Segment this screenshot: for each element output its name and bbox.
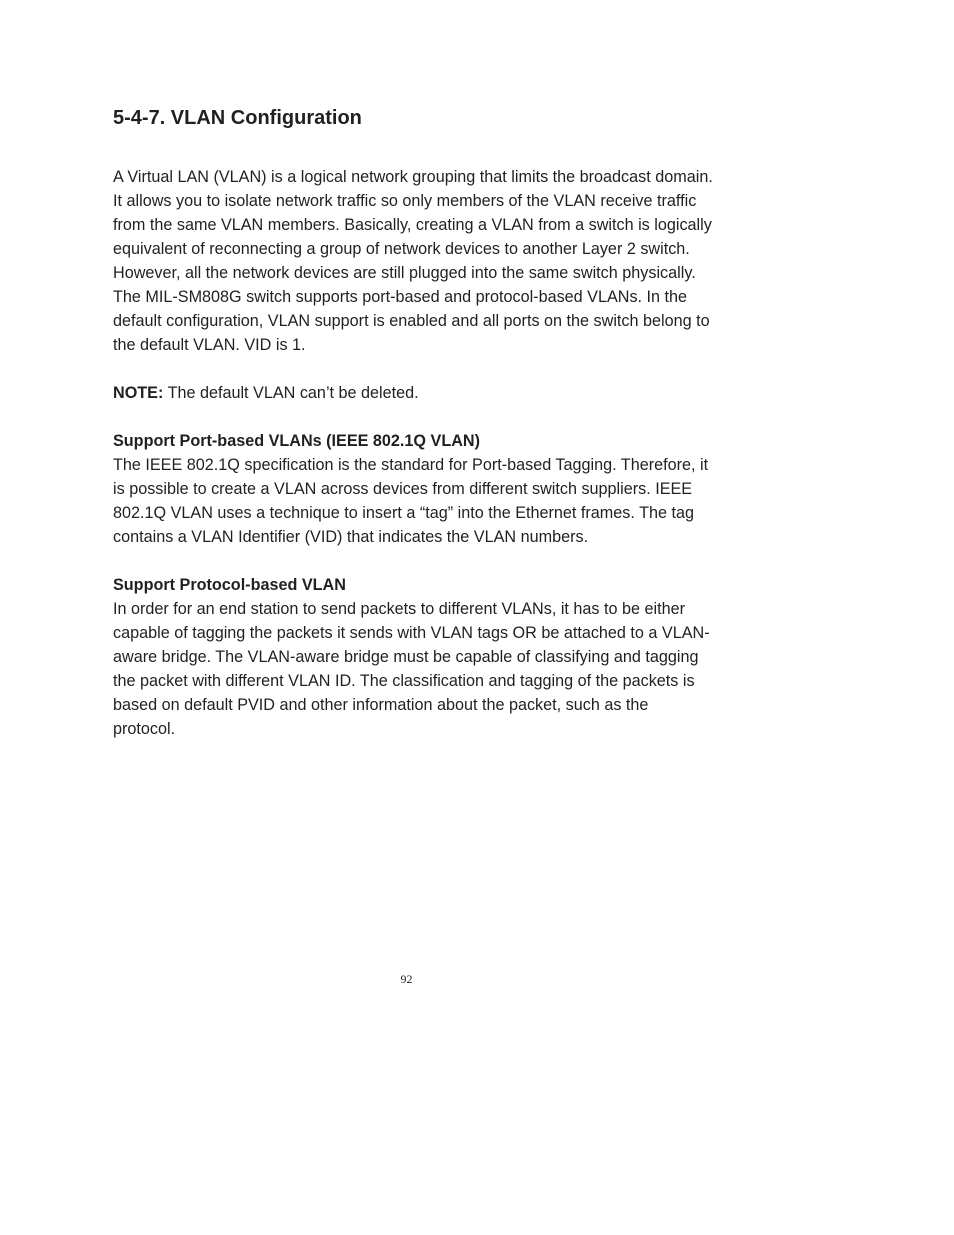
port-based-paragraph: The IEEE 802.1Q specification is the standard for Port-based Tagging. Therefore, it is possible to create a VLAN across devices from different switch suppliers. IEEE 802.1Q VLAN uses a technique to insert a “tag” into the Ethernet frames. The tag contains a VLAN Identifier (VID) that indicates the VLAN numbers. [113,456,709,546]
note-label: NOTE: [113,384,164,402]
port-based-title: Support Port-based VLANs (IEEE 802.1Q VLAN) [113,432,480,450]
spacer [113,405,713,429]
note-paragraph [113,381,713,405]
intro-paragraph-1: A Virtual LAN (VLAN) is a logical network grouping that limits the broadcast domain. It allows you to isolate network traffic so only members of the VLAN receive traffic from the same VLAN members. Basically, creating a VLAN from a switch is logically equivalent of reconnecting a group of network devices to another Layer 2 switch. However, all the network devices are still plugged into the same switch physically. [113,168,713,282]
spacer [113,549,713,573]
section-heading: 5-4-7. VLAN Configuration [113,107,362,129]
note-text: The default VLAN can’t be deleted. [163,384,419,402]
protocol-based-title: Support Protocol-based VLAN [113,576,346,594]
spacer [113,357,713,381]
section-body [113,165,713,741]
page-number: 92 [400,972,413,986]
intro-paragraph-2: The MIL-SM808G switch supports port-based and protocol-based VLANs. In the default configuration, VLAN support is enabled and all ports on the switch belong to the default VLAN. VID is 1. [113,288,710,354]
protocol-based-paragraph: In order for an end station to send packets to different VLANs, it has to be either capable of tagging the packets it sends with VLAN tags OR be attached to a VLAN-aware bridge. The VLAN-aware bridge must be capable of classifying and tagging the packet with different VLAN ID. The classification and tagging of the packets is based on default PVID and other information about the packet, such as the protocol. [113,600,710,738]
